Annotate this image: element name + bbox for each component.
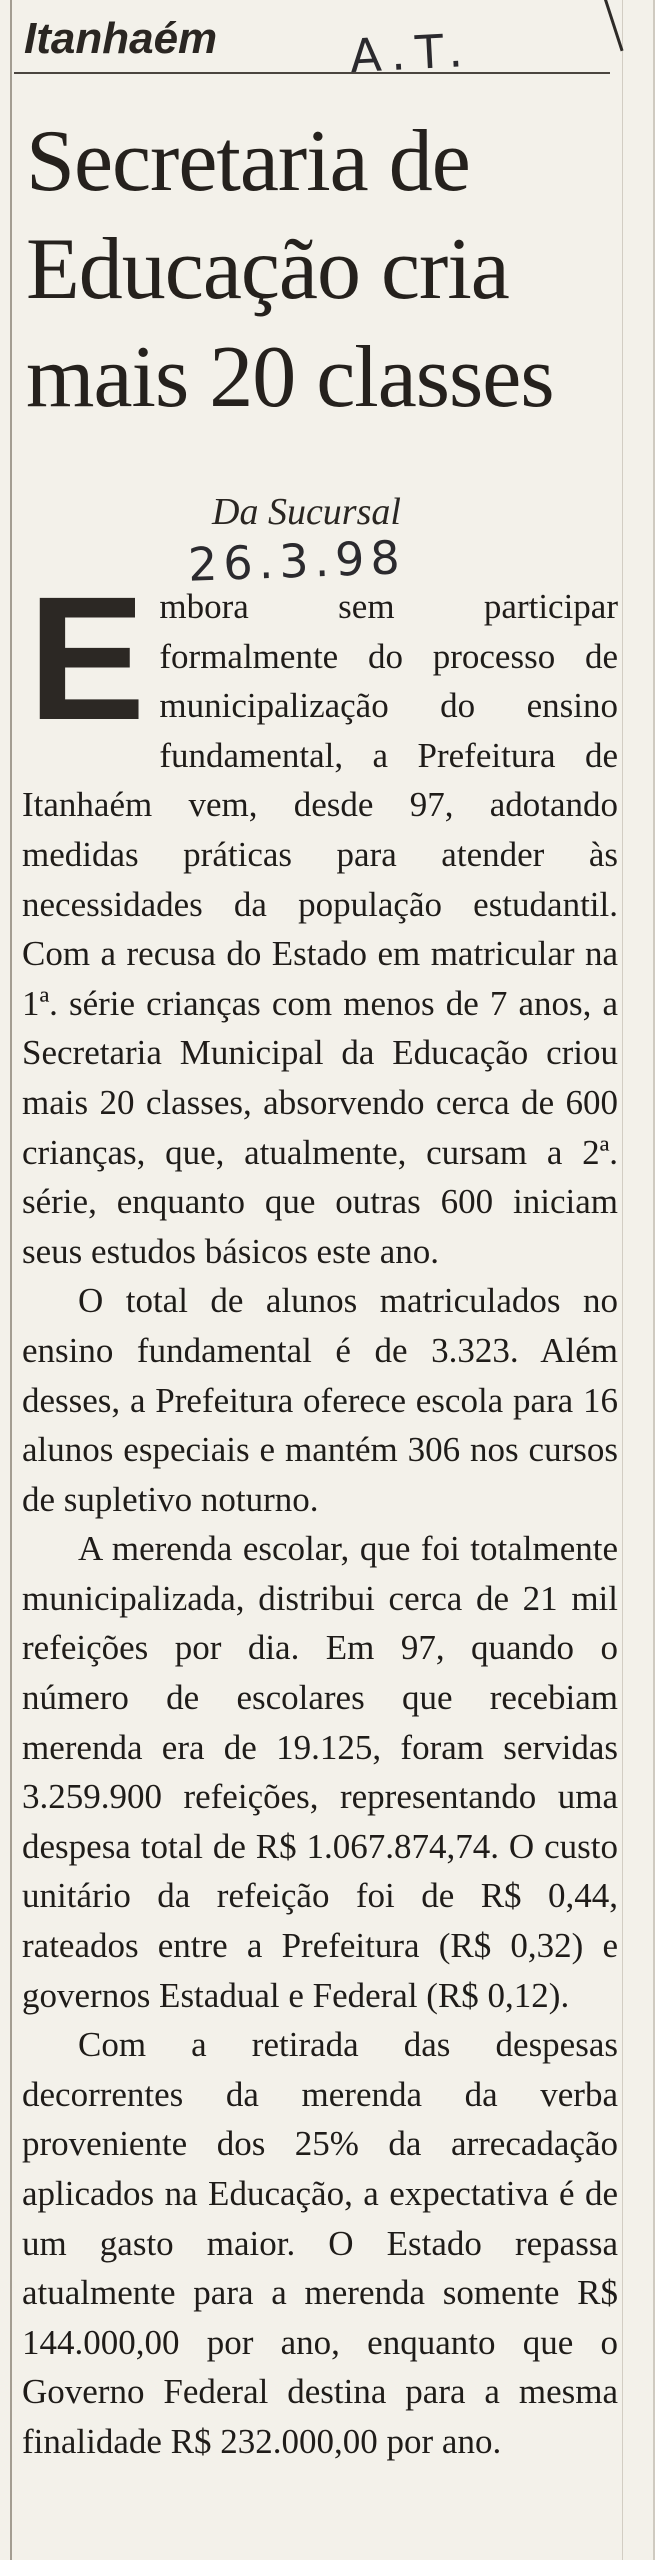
handwritten-initials: A.T.: [348, 22, 474, 84]
handwritten-date: 26.3.98: [187, 530, 407, 592]
right-column-rule: [622, 0, 623, 2560]
paragraph-1-text: mbora sem participar formalmente do processo de municipalização do ensino fundamental, a Prefeitura de Itanhaém vem, desde 97, adotando medidas práticas para atender às necessidades da população estudantil. Com a recusa do Estado em matricular na 1ª. série crianças com menos de 7 anos, a Secretaria Municipal da Educação criou mais 20 classes, absorvendo cerca de 600 crianças, que, atualmente, cursam a 2ª. série, enquanto que outras 600 iniciam seus estudos básicos este ano.: [22, 587, 618, 1271]
pen-mark: [604, 0, 624, 51]
paragraph-3: A merenda escolar, que foi totalmente municipalizada, distribui cerca de 21 mil refeições por dia. Em 97, quando o número de escolares que recebiam merenda era de 19.125, foram servidas 3.259.900 refeições, representando uma despesa total de R$ 1.067.874,74. O custo unitário da refeição foi de R$ 0,44, rateados entre a Prefeitura (R$ 0,32) e governos Estadual e Federal (R$ 0,12).: [22, 1529, 618, 2015]
section-label: Itanhaém: [24, 14, 218, 63]
byline: Da Sucursal: [212, 491, 401, 533]
headline: Secretaria de Educação cria mais 20 classes: [26, 113, 554, 426]
left-column-rule: [10, 0, 12, 2560]
drop-cap: E: [28, 561, 146, 757]
section-divider: [14, 72, 610, 74]
paragraph-2: O total de alunos matriculados no ensino fundamental é de 3.323. Além desses, a Prefeitura oferece escola para 16 alunos especiais e mantém 306 nos cursos de supletivo noturno.: [22, 1281, 618, 1519]
paragraph-4: Com a retirada das despesas decorrentes da merenda da verba proveniente dos 25% da arrecadação aplicados na Educação, a expectativa é de um gasto maior. O Estado repassa atualmente para a merenda somente R$ 144.000,00 por ano, enquanto que o Governo Federal destina para a mesma finalidade R$ 232.000,00 por ano.: [22, 2025, 618, 2461]
